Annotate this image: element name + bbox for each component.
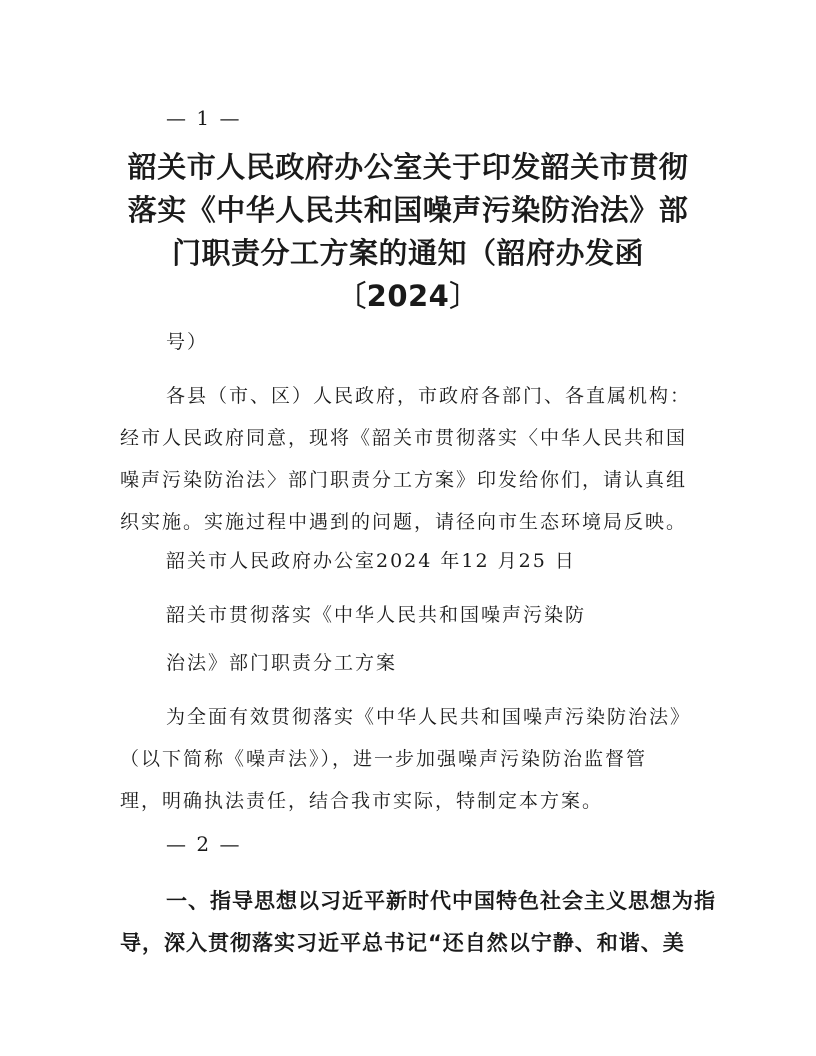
title-line: 落实《中华人民共和国噪声污染防治法》部 <box>127 193 689 227</box>
paragraph-line: 经市人民政府同意，现将《韶关市贯彻落实〈中华人民共和国 <box>120 427 688 449</box>
paragraph-line: 噪声污染防治法〉部门职责分工方案》印发给你们，请认真组 <box>120 469 688 491</box>
paragraph-line: 理，明确执法责任，结合我市实际，特制定本方案。 <box>120 790 604 812</box>
paragraph-line: 为全面有效贯彻落实《中华人民共和国噪声污染防治法》 <box>166 706 692 728</box>
paragraph-line: 一、指导思想以习近平新时代中国特色社会主义思想为指 <box>166 889 716 913</box>
title-line: 韶关市人民政府办公室关于印发韶关市贯彻 <box>127 150 689 184</box>
paragraph-line: 导，深入贯彻落实习近平总书记“还自然以宁静、和谐、美 <box>120 931 685 955</box>
page-number-1: — 1 — <box>166 106 242 130</box>
title-line: 门职责分工方案的通知（韶府办发函 <box>171 236 644 270</box>
section-one-heading <box>120 880 716 964</box>
title-line: 〔2024〕 <box>337 279 479 313</box>
addressee-paragraph <box>120 375 704 543</box>
plan-title-line-1: 韶关市贯彻落实《中华人民共和国噪声污染防 <box>166 604 587 626</box>
paragraph-line: 各县（市、区）人民政府，市政府各部门、各直属机构： <box>166 385 692 407</box>
intro-paragraph <box>120 696 704 822</box>
plan-title-line-2: 治法》部门职责分工方案 <box>166 652 398 674</box>
doc-number-tail: 号） <box>166 331 209 353</box>
paragraph-line: 织实施。实施过程中遇到的问题，请径向市生态环境局反映。 <box>120 511 688 533</box>
paragraph-line: （以下简称《噪声法》），进一步加强噪声污染防治监督管 <box>120 748 648 770</box>
signature-date: 韶关市人民政府办公室2024 年12 月25 日 <box>166 550 576 572</box>
page-number-2: — 2 — <box>166 832 242 856</box>
document-title <box>100 146 716 318</box>
